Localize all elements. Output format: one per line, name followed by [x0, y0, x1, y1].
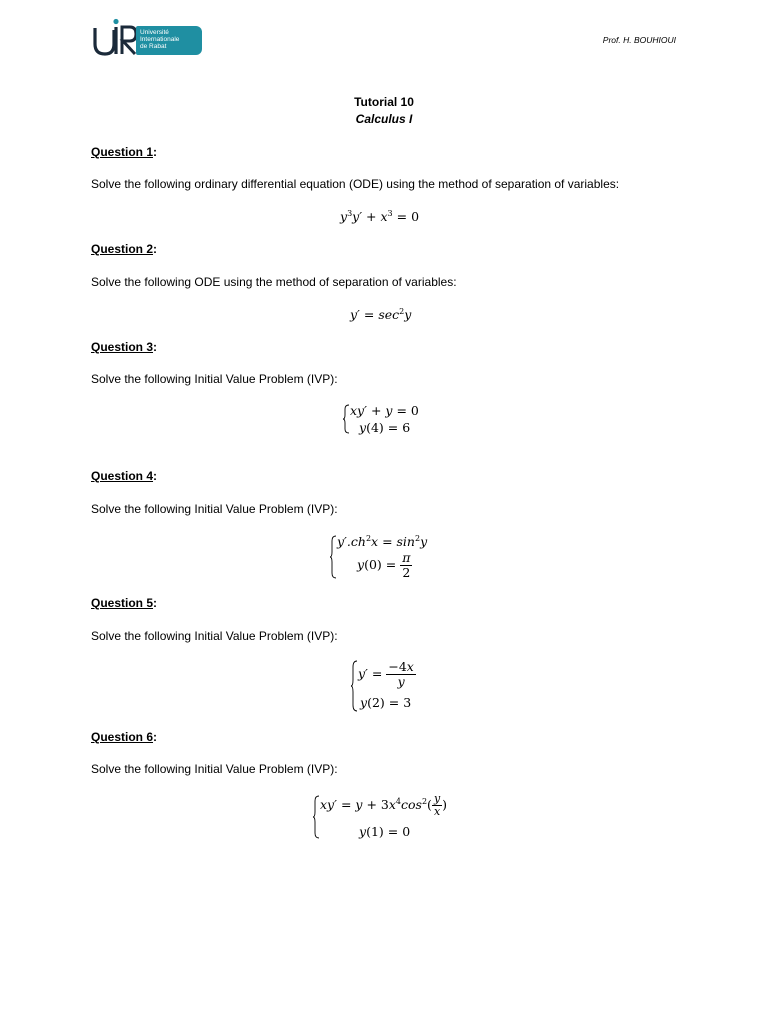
- fraction-minus-4x-over-y: $\frac{-4x}{y}$: [388, 659, 414, 689]
- question-1-text: Solve the following ordinary differential equation (ODE) using the method of separation of variables:: [91, 177, 620, 191]
- ivp-6-line-2: y(1) = 0: [359, 824, 411, 839]
- question-2-equation: $y' = \sec^2y$: [350, 307, 412, 322]
- question-3-text: Solve the following Initial Value Problem (IVP):: [91, 372, 338, 386]
- question-6-text: Solve the following Initial Value Problem (IVP):: [91, 762, 338, 776]
- ivp-3-line-2: y(4) = 6: [359, 420, 411, 435]
- logo-wordmark: [136, 26, 202, 55]
- logo-line: Université: [140, 29, 169, 36]
- page-title: Tutorial 10: [354, 95, 414, 109]
- professor-name: Prof. H. BOUHIOUI: [602, 35, 676, 45]
- logo-line: de Rabat: [140, 43, 167, 51]
- fraction-pi-over-2: $\frac{\pi}{2}$: [402, 550, 411, 580]
- question-1-equation: $y^3y' + x^3 = 0$: [340, 209, 420, 224]
- university-logo: [92, 18, 204, 58]
- question-4-text: Solve the following Initial Value Problem (IVP):: [91, 502, 338, 516]
- ivp-6-line-1: $xy' = y + 3x^4\cos^2$( $\frac{y}{x}$ ): [320, 792, 448, 818]
- question-1-heading: Question 1:: [91, 145, 158, 159]
- left-brace-icon: [329, 535, 337, 579]
- ivp-3-line-1: xy′ + y = 0: [350, 403, 419, 418]
- page-subtitle: Calculus I: [355, 112, 413, 126]
- question-6-heading: Question 6:: [91, 730, 158, 744]
- fraction-y-over-x: $\frac{y}{x}$: [433, 792, 441, 818]
- question-2-heading: Question 2:: [91, 242, 158, 256]
- ivp-5-line-2: y(2) = 3: [360, 695, 412, 710]
- question-5-text: Solve the following Initial Value Problem (IVP):: [91, 629, 338, 643]
- ivp-5-line-1: y′ = $\frac{-4x}{y}$: [358, 659, 414, 689]
- question-3-heading: Question 3:: [91, 340, 158, 354]
- question-2-text: Solve the following ODE using the method of separation of variables:: [91, 275, 457, 289]
- ivp-4-line-2: y(0) = $\frac{\pi}{2}$: [357, 550, 411, 580]
- logo-line: Internationale: [140, 36, 180, 44]
- uir-logo-icon: [92, 18, 138, 58]
- left-brace-icon: [312, 795, 320, 839]
- question-5-heading: Question 5:: [91, 596, 158, 610]
- left-brace-icon: [342, 404, 350, 434]
- ivp-4-line-1: $y'.ch^2x = \sin^2y$: [337, 534, 428, 549]
- left-brace-icon: [350, 660, 358, 712]
- question-4-heading: Question 4:: [91, 469, 158, 483]
